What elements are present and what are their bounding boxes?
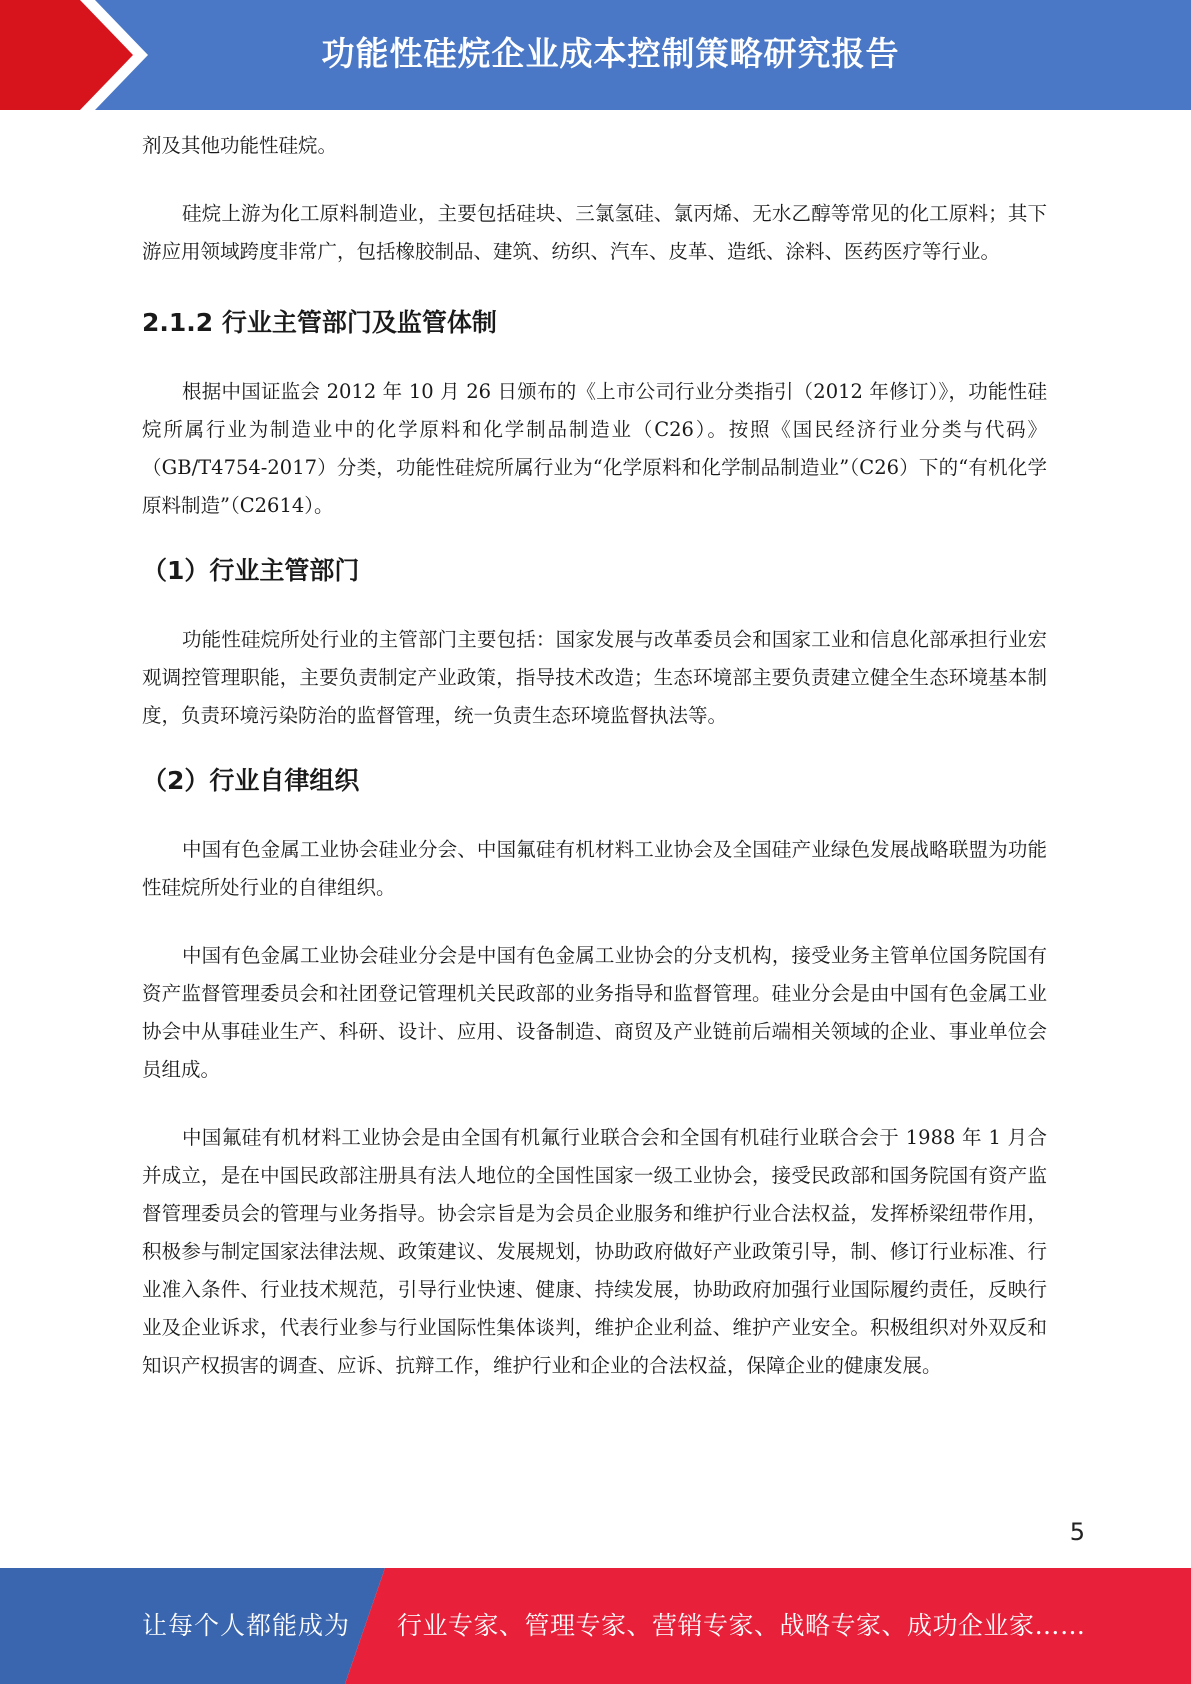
footer-band bbox=[0, 1568, 1191, 1684]
paragraph-fluorosilicone-association: 中国氟硅有机材料工业协会是由全国有机氟行业联合会和全国有机硅行业联合会于 1988 年 1 月合并成立，是在中国民政部注册具有法人地位的全国性国家一级工业协会，接受民政部和国务院国有资产监督管理委员会的管理与业务指导。协会宗旨是为会员企业服务和维护行业合法权益，发挥桥梁纽带作用，积极参与制定国家法律法规、政策建议、发展规划，协助政府做好产业政策引导，制、修订行业标准、行业准入条件、行业技术规范，引导行业快速、健康、持续发展，协助政府加强行业国际履约责任，反映行业及企业诉求，代表行业参与行业国际性集体谈判，维护企业利益、维护产业安全。积极组织对外双反和知识产权损害的调查、应诉、抗辩工作，维护行业和企业的合法权益，保障企业的健康发展。 bbox=[142, 1126, 1047, 1377]
footer-slogan-right: 行业专家、管理专家、营销专家、战略专家、成功企业家…… bbox=[397, 1611, 1086, 1640]
page-number: 5 bbox=[1069, 1518, 1085, 1546]
subsection-heading-self-regulation: （2）行业自律组织 bbox=[142, 766, 360, 795]
subsection-heading-regulators: （1）行业主管部门 bbox=[142, 556, 360, 585]
paragraph-industry-classification: 根据中国证监会 2012 年 10 月 26 日颁布的《上市公司行业分类指引（2012 年修订）》，功能性硅烷所属行业为制造业中的化学原料和化学制品制造业（C26）。按照《国民经济行业分类与代码》（GB/T4754-2017）分类，功能性硅烷所属行业为“化学原料和化学制品制造业”（C26）下的“有机化学原料制造”（C2614）。 bbox=[142, 380, 1047, 517]
footer-slogan-left: 让每个人都能成为 bbox=[142, 1611, 351, 1640]
paragraph-silicon-branch: 中国有色金属工业协会硅业分会是中国有色金属工业协会的分支机构，接受业务主管单位国务院国有资产监督管理委员会和社团登记管理机关民政部的业务指导和监督管理。硅业分会是由中国有色金属工业协会中从事硅业生产、科研、设计、应用、设备制造、商贸及产业链前后端相关领域的企业、事业单位会员组成。 bbox=[142, 944, 1047, 1081]
section-heading-2-1-2: 2.1.2 行业主管部门及监管体制 bbox=[142, 308, 497, 337]
paragraph-continuation: 剂及其他功能性硅烷。 bbox=[142, 134, 338, 157]
paragraph-self-regulatory-orgs: 中国有色金属工业协会硅业分会、中国氟硅有机材料工业协会及全国硅产业绿色发展战略联盟为功能性硅烷所处行业的自律组织。 bbox=[142, 838, 1047, 899]
header-band bbox=[0, 0, 1191, 110]
paragraph-upstream-downstream: 硅烷上游为化工原料制造业，主要包括硅块、三氯氢硅、氯丙烯、无水乙醇等常见的化工原料；其下游应用领域跨度非常广，包括橡胶制品、建筑、纺织、汽车、皮革、造纸、涂料、医药医疗等行业。 bbox=[142, 202, 1047, 263]
report-title: 功能性硅烷企业成本控制策略研究报告 bbox=[321, 34, 900, 73]
document-body bbox=[142, 127, 1047, 1385]
paragraph-regulators: 功能性硅烷所处行业的主管部门主要包括：国家发展与改革委员会和国家工业和信息化部承担行业宏观调控管理职能，主要负责制定产业政策，指导技术改造；生态环境部主要负责建立健全生态环境基本制度，负责环境污染防治的监督管理，统一负责生态环境监督执法等。 bbox=[142, 628, 1047, 727]
